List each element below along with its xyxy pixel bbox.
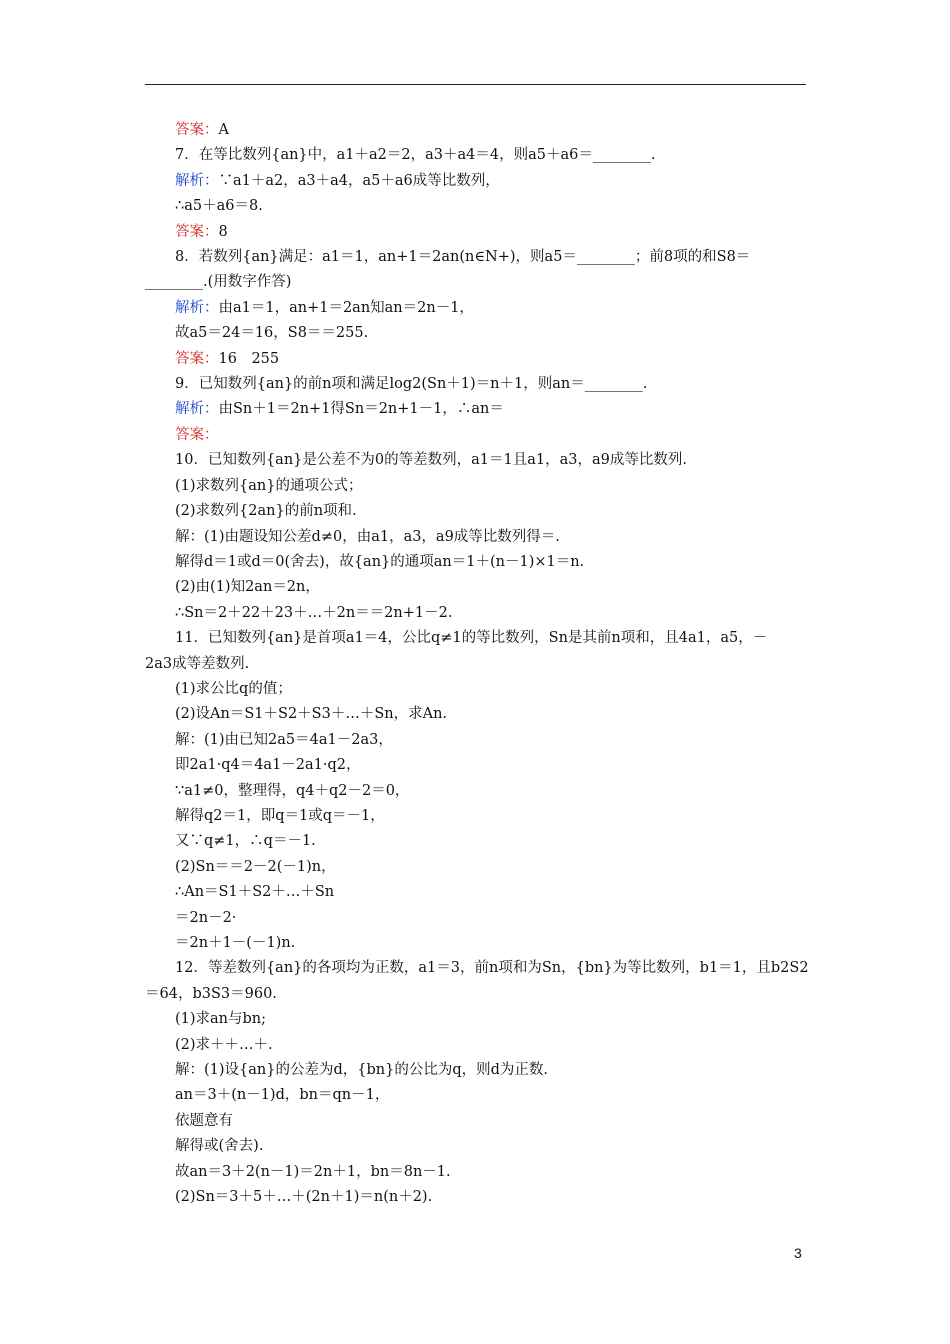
- line-text: A: [218, 122, 229, 138]
- line-text: (1)求公比q的值；: [175, 680, 292, 697]
- line-text: ＝2n－2·: [175, 909, 237, 926]
- text-line: [145, 779, 815, 804]
- text-line: [145, 499, 815, 524]
- line-text: (2)Sn＝＝2－2(－1)n，: [175, 858, 336, 875]
- line-text: 16 255: [218, 350, 280, 367]
- line-text: 由a1＝1，an+1＝2an知an＝2n－1，: [218, 299, 474, 316]
- analysis-label: 解析：: [175, 299, 219, 316]
- answer-label: 答案：: [175, 223, 219, 240]
- line-text: ∵a1≠0，整理得，q4＋q2－2＝0，: [175, 782, 410, 799]
- analysis-label: 解析：: [175, 172, 219, 189]
- text-line: [145, 906, 815, 931]
- text-line: [145, 1058, 815, 1083]
- line-text: 解得d＝1或d＝0(舍去)，故{an}的通项an＝1＋(n－1)×1＝n.: [175, 553, 585, 570]
- text-line: [145, 677, 815, 702]
- line-text: (1)求数列{an}的通项公式；: [175, 477, 363, 494]
- text-line: [145, 652, 815, 677]
- text-line: [145, 296, 815, 321]
- line-text: 9．已知数列{an}的前n项和满足log2(Sn＋1)＝n＋1，则an＝________.: [175, 376, 648, 393]
- text-line: [145, 194, 815, 219]
- line-text: ＝64，b3S3＝960.: [145, 985, 277, 1002]
- text-line: [145, 169, 815, 194]
- line-text: ∴a5＋a6＝8.: [175, 198, 263, 215]
- line-text: 解得或(舍去).: [175, 1138, 264, 1155]
- line-text: 解：(1)设{an}的公差为d，{bn}的公比为q，则d为正数.: [175, 1062, 548, 1079]
- text-line: [145, 626, 815, 651]
- line-text: 11．已知数列{an}是首项a1＝4，公比q≠1的等比数列，Sn是其前n项和，且4a1，a5，－: [175, 630, 768, 647]
- header-rule: [145, 84, 806, 85]
- text-line: [145, 601, 815, 626]
- text-line: [145, 372, 815, 397]
- line-text: 依题意有: [175, 1112, 233, 1129]
- text-line: [145, 804, 815, 829]
- text-line: [145, 321, 815, 346]
- line-text: an＝3＋(n－1)d，bn＝qn－1，: [175, 1087, 390, 1104]
- line-text: 由Sn＋1＝2n+1得Sn＝2n+1－1，∴an＝: [218, 401, 504, 418]
- text-line: [145, 982, 815, 1007]
- line-text: 解：(1)由题设知公差d≠0，由a1，a3，a9成等比数列得＝.: [175, 528, 560, 545]
- line-text: (2)Sn＝3＋5＋…＋(2n＋1)＝n(n＋2).: [175, 1189, 433, 1206]
- line-text: 7．在等比数列{an}中，a1＋a2＝2，a3＋a4＝4，则a5＋a6＝________.: [175, 147, 656, 164]
- line-text: 又∵q≠1，∴q＝－1.: [175, 833, 316, 850]
- text-line: [145, 474, 815, 499]
- text-line: [145, 397, 815, 422]
- analysis-label: 解析：: [175, 401, 219, 418]
- line-text: ＝2n＋1－(－1)n.: [175, 935, 296, 951]
- text-line: [145, 423, 815, 448]
- text-line: [145, 1185, 815, 1210]
- line-text: 解得q2＝1，即q＝1或q＝－1，: [175, 807, 385, 824]
- text-line: [145, 1134, 815, 1159]
- text-line: [145, 753, 815, 778]
- text-line: [145, 728, 815, 753]
- line-text: ∴Sn＝2＋22＋23＋…＋2n＝＝2n+1－2.: [175, 604, 453, 621]
- line-text: ∴An＝S1＋S2＋…＋Sn: [175, 884, 335, 901]
- answer-label: 答案：: [175, 350, 219, 367]
- text-line: [145, 550, 815, 575]
- answer-label: 答案：: [175, 426, 219, 443]
- line-text: 故a5＝24＝16，S8＝＝255.: [175, 325, 369, 342]
- text-line: [145, 1033, 815, 1058]
- text-line: [145, 245, 815, 270]
- document-body: [145, 118, 815, 1210]
- text-line: [145, 270, 815, 295]
- text-line: [145, 956, 815, 981]
- line-text: (2)求＋＋…＋.: [175, 1036, 273, 1053]
- line-text: 解：(1)由已知2a5＝4a1－2a3，: [175, 731, 393, 748]
- page-number: 3: [794, 1245, 802, 1261]
- text-line: [145, 1083, 815, 1108]
- text-line: [145, 829, 815, 854]
- answer-label: 答案：: [175, 122, 219, 138]
- line-text: ∵a1＋a2，a3＋a4，a5＋a6成等比数列，: [218, 172, 500, 189]
- text-line: [145, 880, 815, 905]
- line-text: (2)设An＝S1＋S2＋S3＋…＋Sn，求An.: [175, 706, 448, 723]
- line-text: (1)求an与bn;: [175, 1011, 267, 1028]
- text-line: [145, 702, 815, 727]
- text-line: [145, 1160, 815, 1185]
- text-line: [145, 143, 815, 168]
- text-line: [145, 448, 815, 473]
- text-line: [145, 931, 815, 956]
- line-text: 10．已知数列{an}是公差不为0的等差数列，a1＝1且a1，a3，a9成等比数列.: [175, 452, 687, 469]
- line-text: 2a3成等差数列.: [145, 655, 250, 672]
- line-text: (2)求数列{2an}的前n项和.: [175, 503, 357, 520]
- text-line: [145, 1109, 815, 1134]
- line-text: 即2a1·q4＝4a1－2a1·q2，: [175, 757, 361, 774]
- line-text: (2)由(1)知2an＝2n，: [175, 579, 320, 596]
- line-text: 12．等差数列{an}的各项均为正数，a1＝3，前n项和为Sn，{bn}为等比数列，b1＝1，且b2S2: [175, 960, 809, 977]
- text-line: [145, 1007, 815, 1032]
- text-line: [145, 220, 815, 245]
- text-line: [145, 347, 815, 372]
- line-text: ________.(用数字作答): [145, 274, 292, 291]
- text-line: [145, 525, 815, 550]
- text-line: [145, 575, 815, 600]
- line-text: 8: [218, 223, 228, 240]
- text-line: [145, 855, 815, 880]
- line-text: 8．若数列{an}满足：a1＝1，an+1＝2an(n∈N+)，则a5＝________；前8项的和S8＝: [175, 249, 751, 266]
- text-line: [145, 118, 815, 143]
- line-text: 故an＝3＋2(n－1)＝2n＋1，bn＝8n－1.: [175, 1163, 451, 1180]
